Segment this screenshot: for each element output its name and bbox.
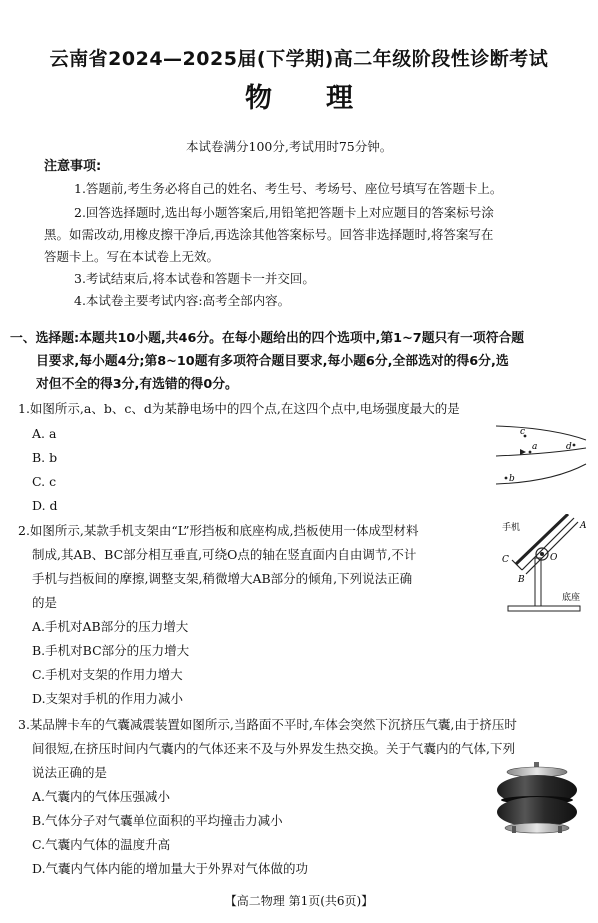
q3-option: D.气囊内气体内能的增加量大于外界对气体做的功: [32, 861, 309, 876]
electric-field-figure: [492, 420, 588, 492]
phone-stand-figure: [496, 514, 592, 620]
note-line: 黑。如需改动,用橡皮擦干净后,再选涂其他答案标号。回答非选择题时,将答案写在: [44, 227, 494, 242]
fig-label: O: [550, 553, 558, 563]
fig-label: C: [502, 555, 509, 565]
q3-stem-line: 3.某品牌卡车的气囊减震装置如图所示,当路面不平时,车体会突然下沉挤压气囊,由于挤压时: [18, 717, 517, 732]
q2-stem-line: 手机与挡板间的摩擦,调整支架,稍微增大AB部分的倾角,下列说法正确: [32, 571, 413, 586]
q1-option: D. d: [32, 498, 58, 513]
note-line: 1.答题前,考生务必将自己的姓名、考生号、考场号、座位号填写在答题卡上。: [74, 181, 503, 196]
intro-line: 本试卷满分100分,考试用时75分钟。: [186, 139, 393, 154]
note-line: 4.本试卷主要考试内容:高考全部内容。: [74, 293, 291, 308]
q1-option: C. c: [32, 474, 57, 489]
exam-title: 云南省2024—2025届(下学期)高二年级阶段性诊断考试: [49, 48, 549, 70]
q2-option: D.支架对手机的作用力减小: [32, 691, 184, 706]
fig-label: c: [520, 427, 526, 437]
subject-title: 物理: [245, 83, 407, 114]
fig-label: d: [566, 442, 572, 452]
fig-label: 手机: [502, 523, 521, 533]
note-line: 答题卡上。写在本试卷上无效。: [44, 249, 220, 264]
q2-option: C.手机对支架的作用力增大: [32, 667, 183, 682]
fig-label: 底座: [562, 593, 581, 603]
q2-stem-line: 2.如图所示,某款手机支架由“L”形挡板和底座构成,挡板使用一体成型材料: [18, 523, 419, 538]
q1-option: B. b: [32, 450, 58, 465]
fig-label: b: [509, 474, 515, 484]
q3-stem-line: 间很短,在挤压时间内气囊内的气体还来不及与外界发生热交换。关于气囊内的气体,下列: [32, 741, 515, 756]
fig-label: B: [518, 575, 525, 585]
q3-option: A.气囊内的气体压强减小: [32, 789, 171, 804]
section-header: 一、选择题:本题共10小题,共46分。在每小题给出的四个选项中,第1~7题只有一项符合题: [10, 331, 525, 346]
page-footer: 【高二物理 第1页(共6页)】: [224, 894, 374, 908]
fig-label: A: [580, 521, 587, 531]
q2-stem-line: 的是: [32, 595, 58, 610]
fig-label: a: [532, 442, 538, 452]
air-spring-photo: [494, 760, 580, 836]
section-header: 目要求,每小题4分;第8~10题有多项符合题目要求,每小题6分,全部选对的得6分,选: [36, 354, 509, 369]
note-line: 3.考试结束后,将本试卷和答题卡一并交回。: [74, 271, 315, 286]
note-line: 2.回答选择题时,选出每小题答案后,用铅笔把答题卡上对应题目的答案标号涂: [74, 205, 494, 220]
q3-stem-line: 说法正确的是: [32, 765, 108, 780]
q3-option: C.气囊内气体的温度升高: [32, 837, 171, 852]
q1-stem: 1.如图所示,a、b、c、d为某静电场中的四个点,在这四个点中,电场强度最大的是: [18, 401, 460, 416]
notes-title: 注意事项:: [44, 159, 102, 174]
q1-option: A. a: [32, 426, 57, 441]
q2-stem-line: 制成,其AB、BC部分相互垂直,可绕O点的轴在竖直面内自由调节,不计: [32, 547, 417, 562]
section-header: 对但不全的得3分,有选错的得0分。: [36, 377, 238, 392]
q3-option: B.气体分子对气囊单位面积的平均撞击力减小: [32, 813, 283, 828]
q2-option: A.手机对AB部分的压力增大: [32, 619, 189, 634]
q2-option: B.手机对BC部分的压力增大: [32, 643, 190, 658]
